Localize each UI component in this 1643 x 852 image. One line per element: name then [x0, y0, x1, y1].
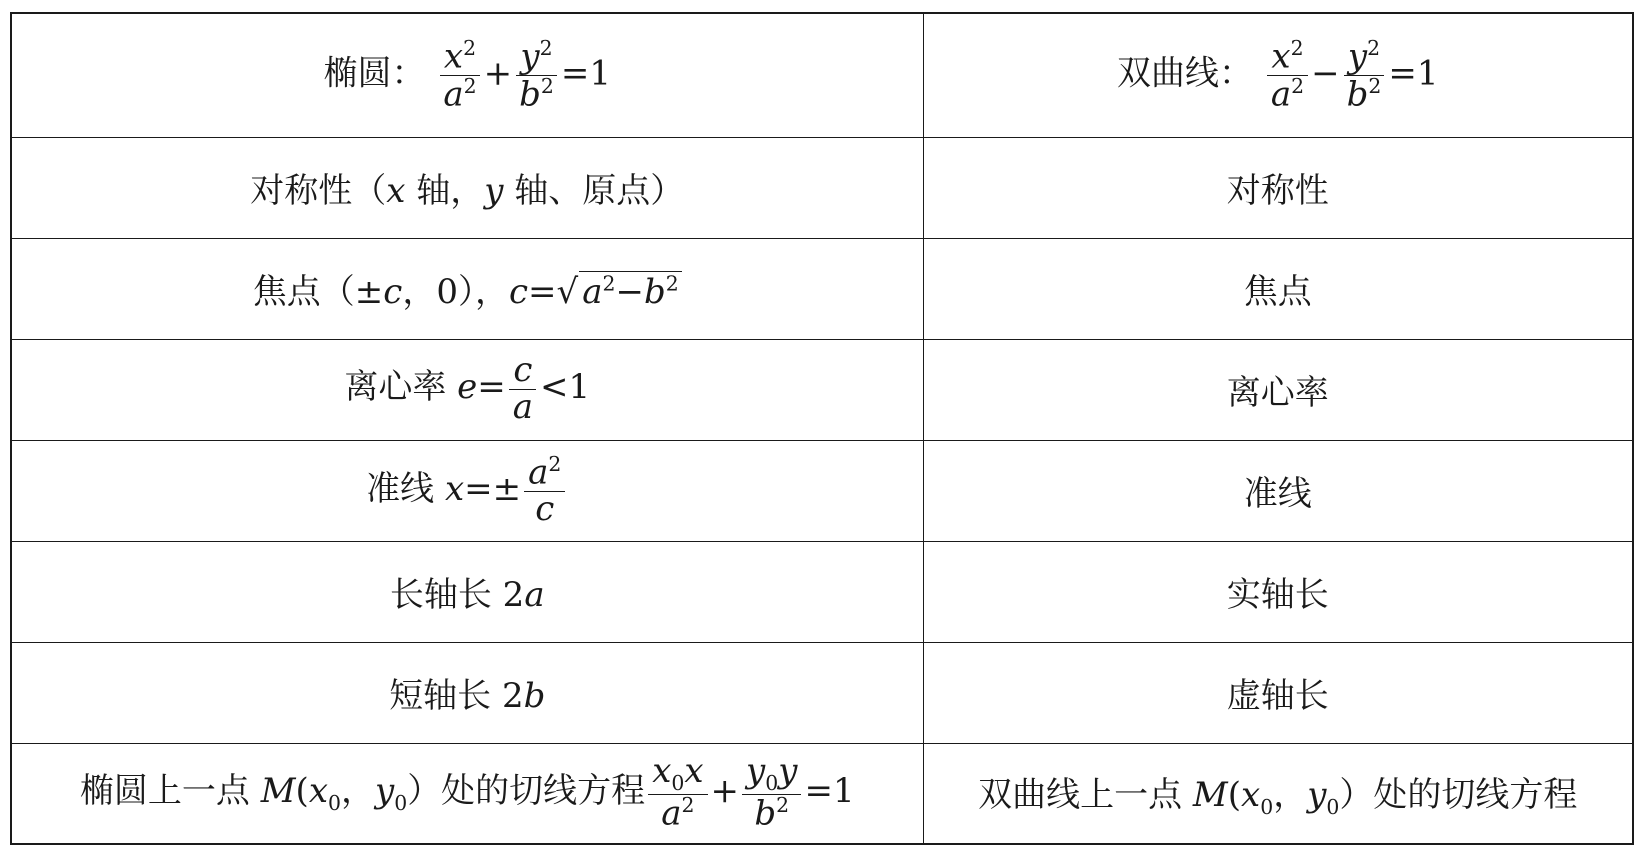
- ellipse-tangent-cell: 椭圆上一点 $M(x_0$，$y_0$）处的切线方程 $\frac{x_0x}{a^2}$ + $\frac{y_0y}{b^2}$ =1: [11, 743, 923, 844]
- tangent-fraction-x: $\frac{x_0x}{a^2}$: [648, 754, 707, 832]
- hyperbola-real-axis-cell: 实轴长: [923, 541, 1633, 642]
- hyperbola-label: 双曲线：: [1117, 53, 1254, 94]
- ellipse-symmetry-cell: 对称性（x 轴，y 轴、原点）: [11, 137, 923, 238]
- hyperbola-symmetry-cell: 对称性: [923, 137, 1633, 238]
- ellipse-minor-axis-cell: 短轴长 2b: [11, 642, 923, 743]
- table-row: [11, 238, 1633, 339]
- ellipse-eccentricity-cell: 离心率 e= $\frac{c}{a}$ <1: [11, 339, 923, 440]
- ellipse-directrix-cell: 准线 x=± $\frac{a^2}{c}$: [11, 440, 923, 541]
- hyperbola-fraction-x: $\frac{x^2}{a^2}$: [1267, 38, 1308, 113]
- hyperbola-fraction-y: $\frac{y^2}{b^2}$: [1343, 38, 1386, 113]
- square-root: √ $a^2-b^2$: [557, 272, 682, 312]
- hyperbola-tangent-cell: 双曲线上一点 $M(x_0$，$y_0$）处的切线方程: [923, 743, 1633, 844]
- ellipse-label: 椭圆：: [323, 53, 426, 94]
- hyperbola-imaginary-axis-cell: 虚轴长: [923, 642, 1633, 743]
- hyperbola-focus-cell: 焦点: [923, 238, 1633, 339]
- table-row: [11, 541, 1633, 642]
- table-row: [11, 642, 1633, 743]
- table-row: [11, 339, 1633, 440]
- table-row: [11, 137, 1633, 238]
- directrix-fraction: $\frac{a^2}{c}$: [524, 454, 565, 528]
- ellipse-major-axis-cell: 长轴长 2a: [11, 541, 923, 642]
- table-row: [11, 13, 1633, 137]
- eccentricity-fraction: $\frac{c}{a}$: [509, 353, 537, 425]
- hyperbola-header-cell: 双曲线： $\frac{x^2}{a^2}$ − $\frac{y^2}{b^2}$ =1: [923, 13, 1633, 137]
- ellipse-fraction-y: $\frac{y^2}{b^2}$: [515, 38, 558, 113]
- ellipse-focus-cell: 焦点（±c，0），c=√ $a^2-b^2$: [11, 238, 923, 339]
- hyperbola-eccentricity-cell: 离心率: [923, 339, 1633, 440]
- ellipse-fraction-x: $\frac{x^2}{a^2}$: [439, 38, 480, 113]
- table-row: [11, 440, 1633, 541]
- table-row: [11, 743, 1633, 844]
- hyperbola-directrix-cell: 准线: [923, 440, 1633, 541]
- ellipse-hyperbola-comparison-table: [10, 12, 1634, 845]
- tangent-fraction-y: $\frac{y_0y}{b^2}$: [742, 754, 801, 832]
- ellipse-header-cell: 椭圆： $\frac{x^2}{a^2}$ + $\frac{y^2}{b^2}$ =1: [11, 13, 923, 137]
